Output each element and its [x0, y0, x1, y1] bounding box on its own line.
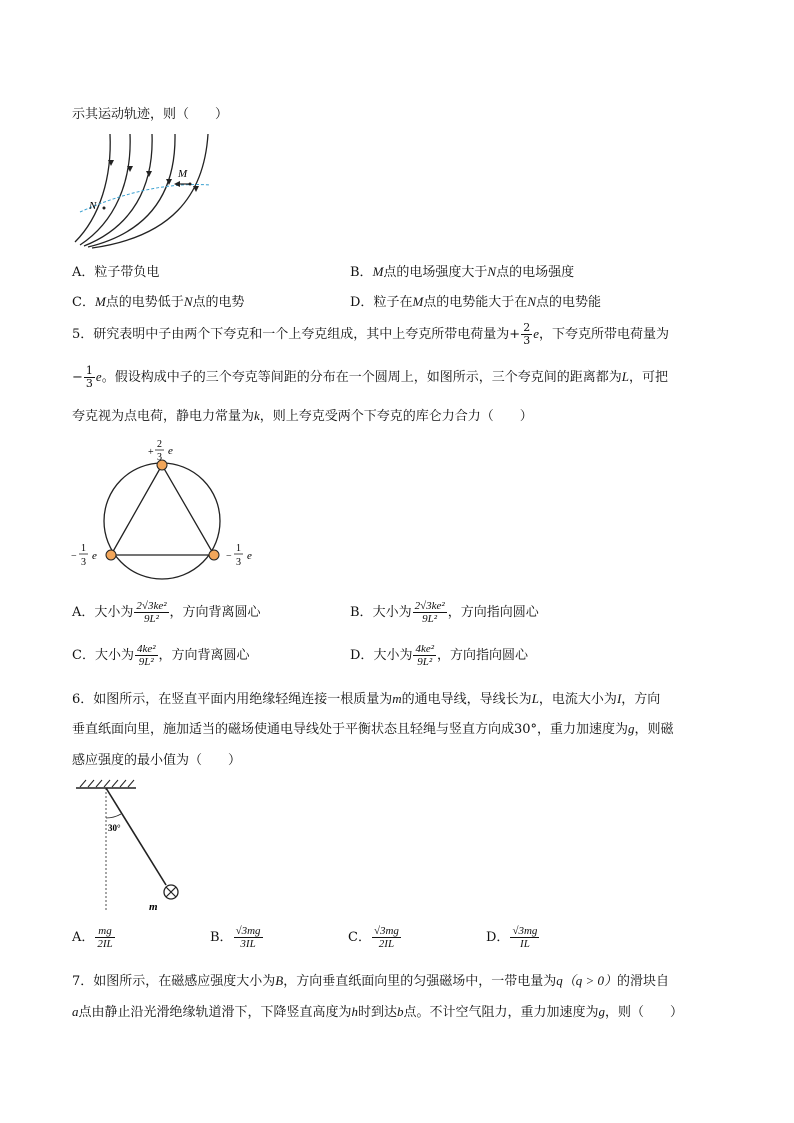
- q5-option-a: A．大小为 $\frac{\text{2√3ke²}}{\text{9L²}}$ ，方向背离圆心: [72, 600, 261, 625]
- svg-text:1: 1: [236, 543, 241, 554]
- q6-pendulum-figure: [72, 778, 192, 913]
- svg-text:e: e: [168, 445, 173, 457]
- q6-option-a: A． $\frac{mg}{2IL}$: [72, 925, 113, 950]
- svg-text:m: m: [149, 901, 158, 913]
- q6-option-d: D． $\frac{√3mg}{IL}$: [486, 925, 538, 950]
- trajectory-dashed-line: [80, 185, 210, 212]
- q5-line3: 夸克视为点电荷，静电力常量为k，则上夸克受两个下夸克的库仑力合力（ ）: [72, 408, 533, 424]
- svg-text:+: +: [148, 447, 154, 458]
- svg-text:3: 3: [81, 557, 86, 568]
- q6-line2: 垂直纸面向里，施加适当的磁场使通电导线处于平衡状态且轻绳与竖直方向成30°，重力加速度为g，则磁: [72, 721, 674, 737]
- svg-text:e: e: [92, 550, 97, 562]
- q4-stem-tail: 示其运动轨迹，则（ ）: [72, 107, 229, 122]
- svg-text:e: e: [247, 550, 252, 562]
- q4-option-c: C．M点的电势低于N点的电势: [72, 294, 245, 310]
- svg-text:2: 2: [157, 439, 162, 450]
- svg-text:−: −: [71, 551, 77, 562]
- q5-option-b: B．大小为 $\frac{\text{2√3ke²}}{\text{9L²}}$ ，方向指向圆心: [350, 600, 539, 625]
- q7-line2: a点由静止沿光滑绝缘轨道滑下，下降竖直高度为h时到达b点。不计空气阻力，重力加速度为g，则（ ）: [72, 1004, 684, 1020]
- q5-option-d: D．大小为 $\frac{\text{4ke²}}{\text{9L²}}$ ，方向指向圆心: [350, 643, 529, 668]
- label-M: M: [178, 168, 188, 180]
- q4-option-d: D．粒子在M点的电势能大于在N点的电势能: [350, 294, 601, 310]
- q4-field-figure: [70, 132, 220, 250]
- q6-option-c: C． $\frac{√3mg}{2IL}$: [348, 925, 399, 950]
- svg-text:1: 1: [81, 543, 86, 554]
- q7-line1: 7．如图所示，在磁感应强度大小为B，方向垂直纸面向里的匀强磁场中，一带电量为q（q > 0）的滑块自: [72, 973, 670, 989]
- q4-option-a: A．粒子带负电: [72, 265, 160, 280]
- svg-text:−: −: [226, 551, 232, 562]
- q6-line1: 6．如图所示，在竖直平面内用绝缘轻绳连接一根质量为m的通电导线，导线长为L，电流大小为I，方向: [72, 691, 661, 707]
- q6-line3: 感应强度的最小值为（ ）: [72, 753, 242, 768]
- q4-option-b: B．M点的电场强度大于N点的电场强度: [350, 264, 575, 280]
- label-N: N: [89, 200, 97, 212]
- svg-text:3: 3: [236, 557, 241, 568]
- q5-option-c: C．大小为 $\frac{\text{4ke²}}{\text{9L²}}$ ，方向背离圆心: [72, 643, 250, 668]
- q5-line1: 5．研究表明中子由两个下夸克和一个上夸克组成，其中上夸克所带电荷量为+ $\frac{2}{3}$ e，下夸克所带电荷量为: [72, 321, 669, 347]
- svg-text:3: 3: [157, 452, 162, 463]
- q5-quark-figure: [68, 433, 268, 583]
- svg-text:30°: 30°: [108, 823, 121, 833]
- q5-line2: − $\frac{1}{3}$ e。假设构成中子的三个夸克等间距的分布在一个圆周上，如图所示，三个夸克间的距离都为L，可把: [72, 364, 668, 390]
- q6-option-b: B． $\frac{√3mg}{3IL}$: [210, 925, 261, 950]
